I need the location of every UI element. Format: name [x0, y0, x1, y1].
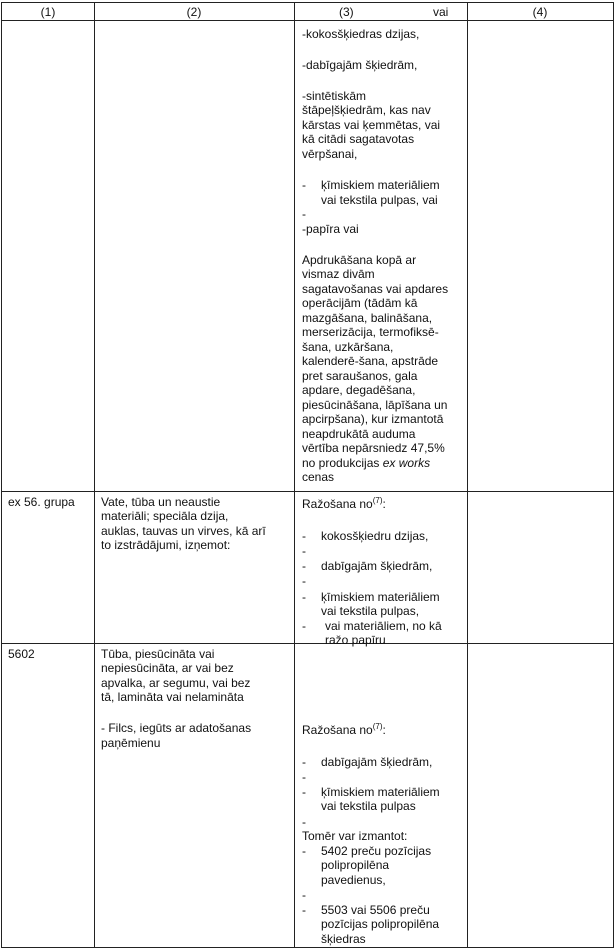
r3-c2-line: - Filcs, iegūts ar adatošanas: [101, 721, 252, 735]
r1-c3-line: apdare, degadēšana,: [302, 383, 416, 397]
tariff-table: [1, 2, 614, 948]
r3-c3-dash: -: [302, 844, 306, 858]
row-divider-1: [2, 491, 613, 492]
header-col-2: (2): [186, 5, 202, 19]
r3-c3-dash: -: [302, 785, 306, 799]
column-divider-2-3: [294, 3, 295, 947]
header-row-divider: [2, 20, 613, 21]
r1-c3-line: -dabīgajām šķiedrām,: [302, 58, 418, 72]
r3-c2-line: Tūba, piesūcināta vai: [101, 647, 215, 661]
r1-c3-line: piesūcināšana, lāpīšana un: [302, 398, 448, 412]
r1-c3-dash: -: [302, 207, 306, 221]
r1-c3-line: -papīra vai: [302, 222, 359, 236]
r1-c3-line: operācijām (tādām kā: [302, 296, 418, 310]
r3-c2-line: tā, lamināta vai nelamināta: [101, 690, 244, 704]
r1-c3-line: vismaz divām: [302, 267, 375, 281]
header-col-3-vai: vai: [433, 5, 449, 19]
r3-c3-dash: -: [302, 888, 306, 902]
r2-c3-dash: -: [302, 590, 306, 604]
ex-works-italic: ex works: [382, 456, 431, 470]
r1-c3-line: merserizācija, termofiksē-: [302, 325, 439, 339]
r2-heading-code: ex 56. grupa: [8, 495, 75, 509]
r2-c2-line: to izstrādājumi, izņemot:: [101, 538, 231, 552]
r3-c3-line: ķīmiskiem materiāliem: [321, 785, 440, 799]
r1-c3-line: mazgāšana, balināšana,: [302, 311, 433, 325]
r2-c3-line: ķīmiskiem materiāliem: [321, 590, 440, 604]
r1-c3-line: -sintētiskām: [302, 89, 367, 103]
r3-c3-line: pozīcijas polipropilēna: [321, 917, 440, 931]
r1-c3-dash: -: [302, 178, 306, 192]
r2-c3-line: Ražošana $no^{(7)}$:: [302, 496, 386, 511]
r3-c3-line: Ražošana $no^{(7)}$:: [302, 722, 386, 737]
r2-c3-dash: -: [302, 559, 306, 573]
r3-heading-code: 5602: [8, 647, 35, 661]
r1-c3-line: štāpeļšķiedrām, kas nav: [302, 103, 431, 117]
r3-c3-line: Tomēr var izmantot:: [302, 829, 408, 843]
r1-c3-line: Apdrukāšana kopā ar: [302, 253, 417, 267]
r2-c3-line: dabīgajām šķiedrām,: [321, 559, 433, 573]
header-col-1: (1): [40, 5, 56, 19]
r1-c3-line: kārstas vai ķemmētas, vai: [302, 118, 441, 132]
header-col-3: (3): [339, 5, 354, 19]
r1-c3-line: ķīmiskiem materiāliem: [321, 178, 440, 192]
r3-c2-line: nepiesūcināta, ar vai bez: [101, 661, 234, 675]
r2-c3-line: kokosšķiedru dzijas,: [321, 529, 429, 543]
r2-c3-dash: -: [302, 619, 306, 633]
r1-c3-line: kalenderē-šana, apstrāde: [302, 354, 439, 368]
r2-c2-line: Vate, tūba un neaustie: [101, 495, 221, 509]
r1-c3-line: vērtība nepārsniedz 47,5%: [302, 441, 445, 455]
r1-c3-line: pret saraušanos, gala: [302, 369, 418, 383]
r2-c2-line: materiāli; speciāla dzija,: [101, 509, 229, 523]
r1-c3-line: apcirpšana), kur izmantotā: [302, 412, 444, 426]
r3-c3-dash: -: [302, 755, 306, 769]
footnote-ref: (7): [372, 722, 383, 731]
r3-c2-line: apvalka, ar segumu, vai bez: [101, 676, 251, 690]
r3-c3-line: pavedienus,: [321, 873, 386, 887]
footnote-ref: (7): [372, 496, 383, 505]
r3-c3-dash: -: [302, 903, 306, 917]
r2-c3-dash: -: [302, 544, 306, 558]
r3-c3-line: 5503 vai 5506 preču: [321, 903, 430, 917]
r3-c3-dash: -: [302, 815, 306, 829]
r2-c3-line: vai materiāliem, no kā: [325, 619, 442, 633]
r1-c3-line: cenas: [302, 470, 335, 484]
r2-c3-line: vai tekstila pulpas,: [321, 604, 420, 618]
r1-c3-line: sagatavošanas vai apdares: [302, 282, 449, 296]
r2-c3-dash: -: [302, 574, 306, 588]
r1-c3-line: vērpšanai,: [302, 147, 358, 161]
r1-c3-line: -kokosšķiedras dzijas,: [302, 27, 420, 41]
row-divider-2: [2, 643, 613, 644]
r3-c3-line: šķiedras: [321, 932, 366, 946]
r3-c3-line: vai tekstila pulpas: [321, 799, 416, 813]
column-divider-3-4: [467, 3, 468, 947]
r2-c3-dash: -: [302, 529, 306, 543]
r2-c2-line: auklas, tauvas un virves, kā arī: [101, 524, 266, 538]
r3-c3-line: polipropilēna: [321, 858, 390, 872]
r1-c3-line: kā citādi sagatavotas: [302, 132, 415, 146]
r1-c3-line: neapdrukātā auduma: [302, 427, 416, 441]
header-col-4: (4): [532, 5, 548, 19]
r1-c3-line: vai tekstila pulpas, vai: [321, 193, 438, 207]
r3-c2-line: paņēmienu: [101, 736, 161, 750]
column-divider-1-2: [94, 3, 95, 947]
r3-c3-line: 5402 preču pozīcijas: [321, 844, 432, 858]
r2-c3-line: ražo papīru: [325, 633, 386, 647]
r3-c3-line: dabīgajām šķiedrām,: [321, 755, 433, 769]
r3-c3-dash: -: [302, 770, 306, 784]
r1-c3-line: no produkcijas ex works: [302, 456, 431, 470]
r1-c3-line: šana, uzkāršana,: [302, 340, 394, 354]
